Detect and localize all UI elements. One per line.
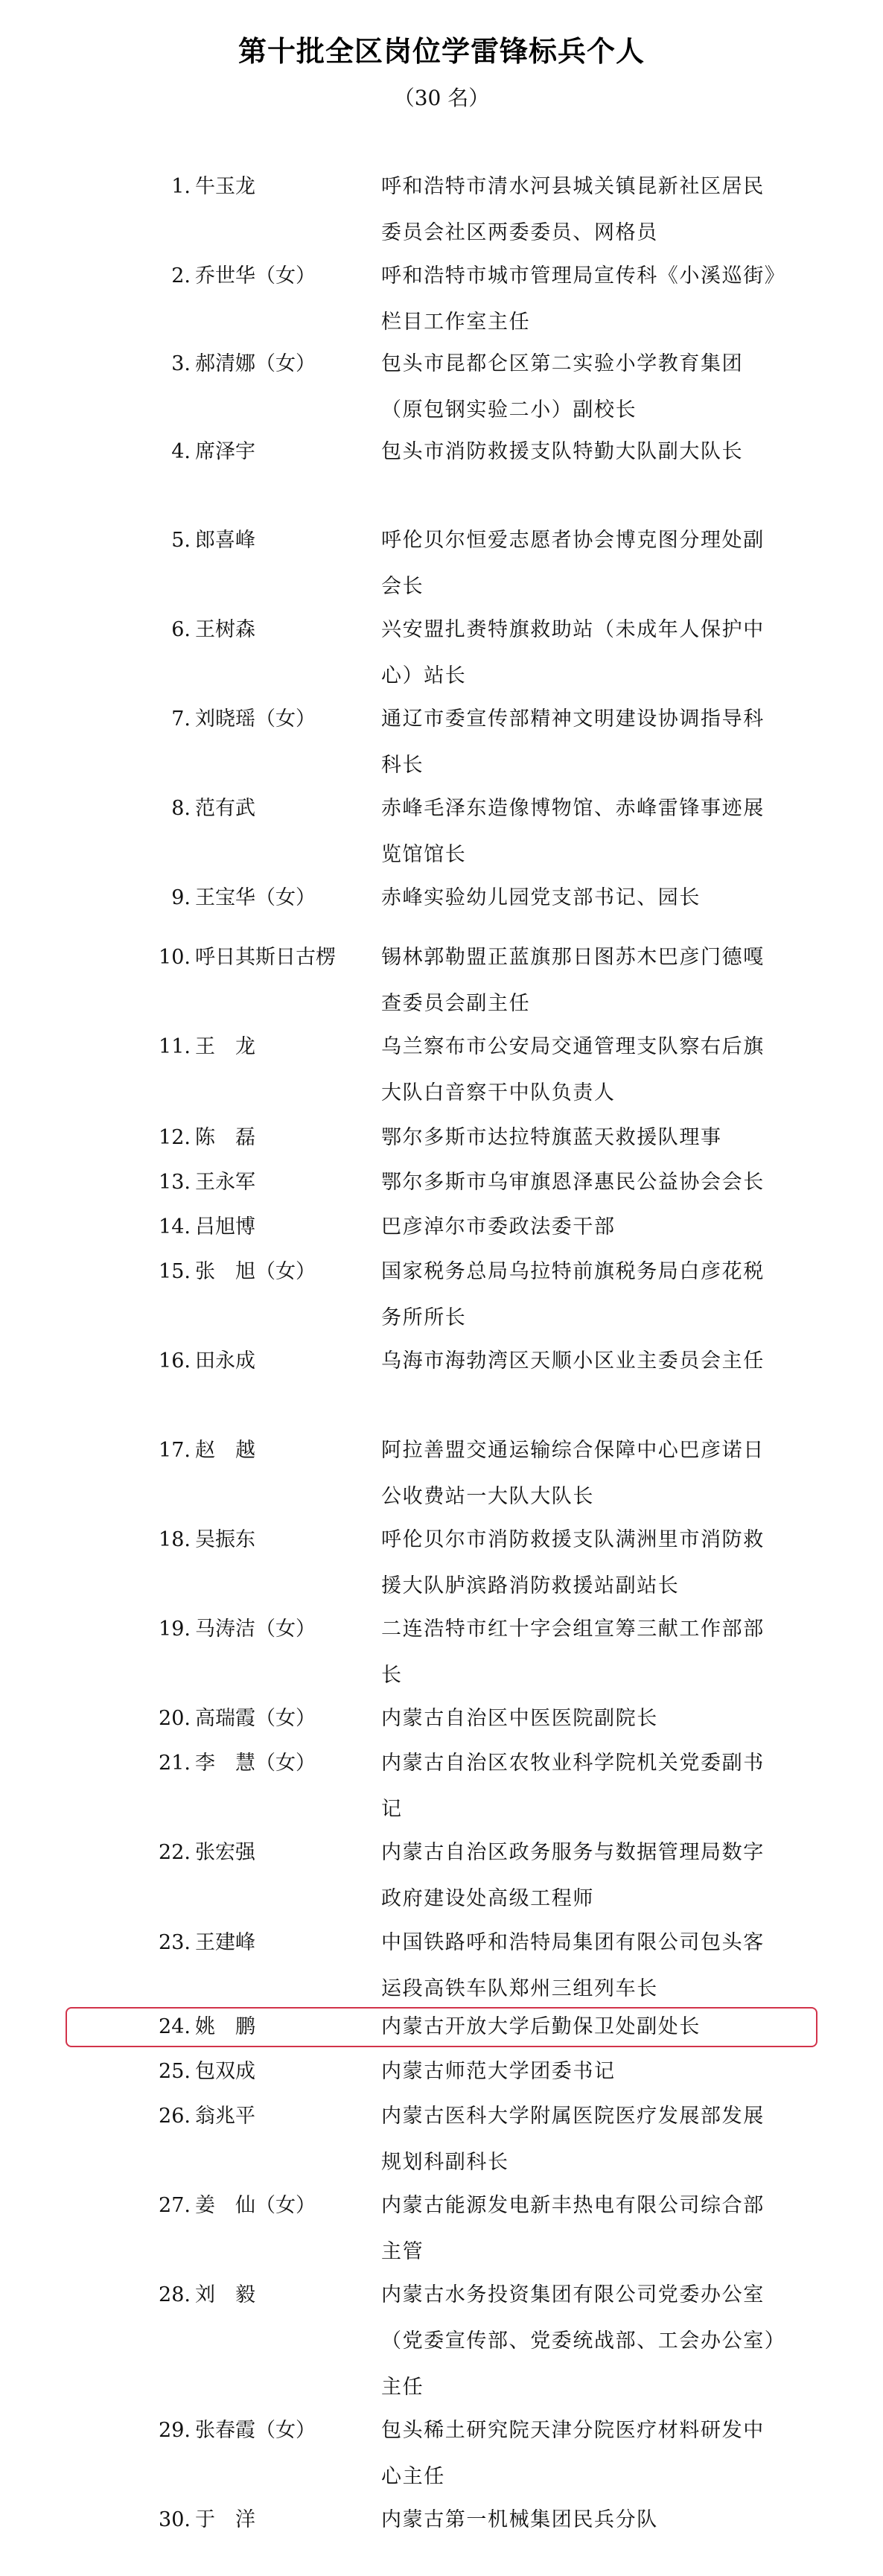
entry-position: 包头市昆都仑区第二实验小学教育集团（原包钢实验二小）副校长 bbox=[381, 352, 744, 422]
entry-position: 内蒙古师范大学团委书记 bbox=[381, 2060, 616, 2083]
entry-number: 30. bbox=[159, 2508, 191, 2531]
entry-name: 王永军 bbox=[195, 1171, 255, 1194]
entry-position: 内蒙古能源发电新丰热电有限公司综合部主管 bbox=[381, 2194, 765, 2263]
entry-position: 巴彦淖尔市委政法委干部 bbox=[381, 1215, 616, 1238]
entry-name: 翁兆平 bbox=[195, 2105, 255, 2128]
entry-number: 2. bbox=[171, 264, 191, 287]
entry-position: 内蒙古开放大学后勤保卫处副处长 bbox=[381, 2015, 701, 2038]
entry-position: 阿拉善盟交通运输综合保障中心巴彦诺日公收费站一大队大队长 bbox=[381, 1439, 765, 1508]
entry-name: 王 龙 bbox=[195, 1035, 255, 1058]
entry-position: 呼伦贝尔恒爱志愿者协会博克图分理处副会长 bbox=[381, 529, 765, 598]
entry-number: 13. bbox=[159, 1171, 191, 1194]
entry-name: 范有武 bbox=[195, 797, 255, 820]
entry-position: 二连浩特市红十字会组宣筹三献工作部部长 bbox=[381, 1618, 765, 1687]
document-title: 第十批全区岗位学雷锋标兵个人 bbox=[238, 35, 645, 68]
entry-number: 21. bbox=[159, 1752, 191, 1775]
entry-name: 张春霞（女） bbox=[195, 2419, 316, 2442]
entry-position: 内蒙古医科大学附属医院医疗发展部发展规划科副科长 bbox=[381, 2105, 765, 2174]
entry-number: 22. bbox=[159, 1841, 191, 1864]
entry-position: 乌兰察布市公安局交通管理支队察右后旗大队白音察干中队负责人 bbox=[381, 1035, 765, 1104]
entry-name: 张宏强 bbox=[195, 1841, 255, 1864]
entry-number: 25. bbox=[159, 2060, 191, 2083]
entry-name: 王树森 bbox=[195, 618, 255, 641]
entry-number: 15. bbox=[159, 1260, 191, 1283]
entry-number: 5. bbox=[171, 529, 191, 552]
entry-number: 4. bbox=[171, 440, 191, 463]
entry-position: 内蒙古自治区农牧业科学院机关党委副书记 bbox=[381, 1752, 765, 1821]
entry-name: 王宝华（女） bbox=[195, 886, 316, 909]
entry-number: 16. bbox=[159, 1349, 191, 1373]
entry-name: 马涛洁（女） bbox=[195, 1618, 316, 1641]
entry-name: 陈 磊 bbox=[195, 1126, 255, 1149]
entry-number: 10. bbox=[159, 946, 191, 969]
entry-number: 27. bbox=[159, 2194, 191, 2217]
entry-position: 呼伦贝尔市消防救援支队满洲里市消防救援大队胪滨路消防救援站副站长 bbox=[381, 1528, 765, 1597]
document-count: （30 名） bbox=[393, 86, 490, 110]
entry-name: 郝清娜（女） bbox=[195, 352, 316, 375]
entry-number: 26. bbox=[159, 2105, 191, 2128]
entry-number: 7. bbox=[171, 707, 191, 731]
entry-number: 18. bbox=[159, 1528, 191, 1551]
entry-name: 乔世华（女） bbox=[195, 264, 316, 287]
entry-name: 李 慧（女） bbox=[195, 1752, 316, 1775]
entry-name: 赵 越 bbox=[195, 1439, 255, 1462]
entry-position: 赤峰毛泽东造像博物馆、赤峰雷锋事迹展览馆馆长 bbox=[381, 797, 765, 866]
entry-name: 姜 仙（女） bbox=[195, 2194, 316, 2217]
entry-name: 刘 毅 bbox=[195, 2283, 255, 2306]
entry-position: 国家税务总局乌拉特前旗税务局白彦花税务所所长 bbox=[381, 1260, 765, 1329]
entry-position: 包头稀土研究院天津分院医疗材料研发中心主任 bbox=[381, 2419, 765, 2488]
entry-position: 赤峰实验幼儿园党支部书记、园长 bbox=[381, 886, 701, 909]
entry-position: 中国铁路呼和浩特局集团有限公司包头客运段高铁车队郑州三组列车长 bbox=[381, 1931, 765, 2000]
entry-name: 呼日其斯日古楞 bbox=[195, 946, 336, 969]
entry-position: 兴安盟扎赉特旗救助站（未成年人保护中心）站长 bbox=[381, 618, 765, 687]
entry-name: 牛玉龙 bbox=[195, 175, 255, 198]
entry-number: 3. bbox=[171, 352, 191, 375]
entry-number: 12. bbox=[159, 1126, 191, 1149]
entry-number: 14. bbox=[159, 1215, 191, 1238]
entry-number: 28. bbox=[159, 2283, 191, 2306]
entry-name: 张 旭（女） bbox=[195, 1260, 316, 1283]
entry-position: 内蒙古自治区中医医院副院长 bbox=[381, 1707, 658, 1730]
entry-number: 17. bbox=[159, 1439, 191, 1462]
entry-name: 于 洋 bbox=[195, 2508, 255, 2531]
entry-name: 刘晓瑶（女） bbox=[195, 707, 316, 731]
entry-position: 呼和浩特市城市管理局宣传科《小溪巡街》栏目工作室主任 bbox=[381, 264, 776, 334]
entry-name: 吴振东 bbox=[195, 1528, 255, 1551]
entry-position: 包头市消防救援支队特勤大队副大队长 bbox=[381, 440, 744, 463]
entry-name: 包双成 bbox=[195, 2060, 255, 2083]
entry-number: 8. bbox=[171, 797, 191, 820]
entry-name: 郎喜峰 bbox=[195, 529, 255, 552]
entry-name: 席泽宇 bbox=[195, 440, 255, 463]
entry-name: 王建峰 bbox=[195, 1931, 255, 1954]
entry-number: 24. bbox=[159, 2015, 191, 2038]
entry-name: 高瑞霞（女） bbox=[195, 1707, 316, 1730]
entry-position: 内蒙古水务投资集团有限公司党委办公室（党委宣传部、党委统战部、工会办公室）主任 bbox=[381, 2283, 776, 2399]
entry-name: 姚 鹏 bbox=[195, 2015, 255, 2038]
entry-position: 鄂尔多斯市达拉特旗蓝天救援队理事 bbox=[381, 1126, 722, 1149]
entry-position: 锡林郭勒盟正蓝旗那日图苏木巴彦门德嘎查委员会副主任 bbox=[381, 946, 765, 1015]
entry-position: 鄂尔多斯市乌审旗恩泽惠民公益协会会长 bbox=[381, 1171, 765, 1194]
entry-number: 29. bbox=[159, 2419, 191, 2442]
entry-position: 呼和浩特市清水河县城关镇昆新社区居民委员会社区两委委员、网格员 bbox=[381, 175, 765, 244]
entry-name: 吕旭博 bbox=[195, 1215, 255, 1238]
entry-position: 内蒙古自治区政务服务与数据管理局数字政府建设处高级工程师 bbox=[381, 1841, 765, 1910]
entry-number: 11. bbox=[159, 1035, 191, 1058]
entry-number: 6. bbox=[171, 618, 191, 641]
entry-number: 9. bbox=[171, 886, 191, 909]
entry-number: 20. bbox=[159, 1707, 191, 1730]
entry-number: 23. bbox=[159, 1931, 191, 1954]
entry-name: 田永成 bbox=[195, 1349, 255, 1373]
entry-position: 内蒙古第一机械集团民兵分队 bbox=[381, 2508, 658, 2531]
entry-position: 乌海市海勃湾区天顺小区业主委员会主任 bbox=[381, 1349, 765, 1373]
entry-number: 1. bbox=[171, 175, 191, 198]
entry-position: 通辽市委宣传部精神文明建设协调指导科科长 bbox=[381, 707, 765, 777]
entry-number: 19. bbox=[159, 1618, 191, 1641]
